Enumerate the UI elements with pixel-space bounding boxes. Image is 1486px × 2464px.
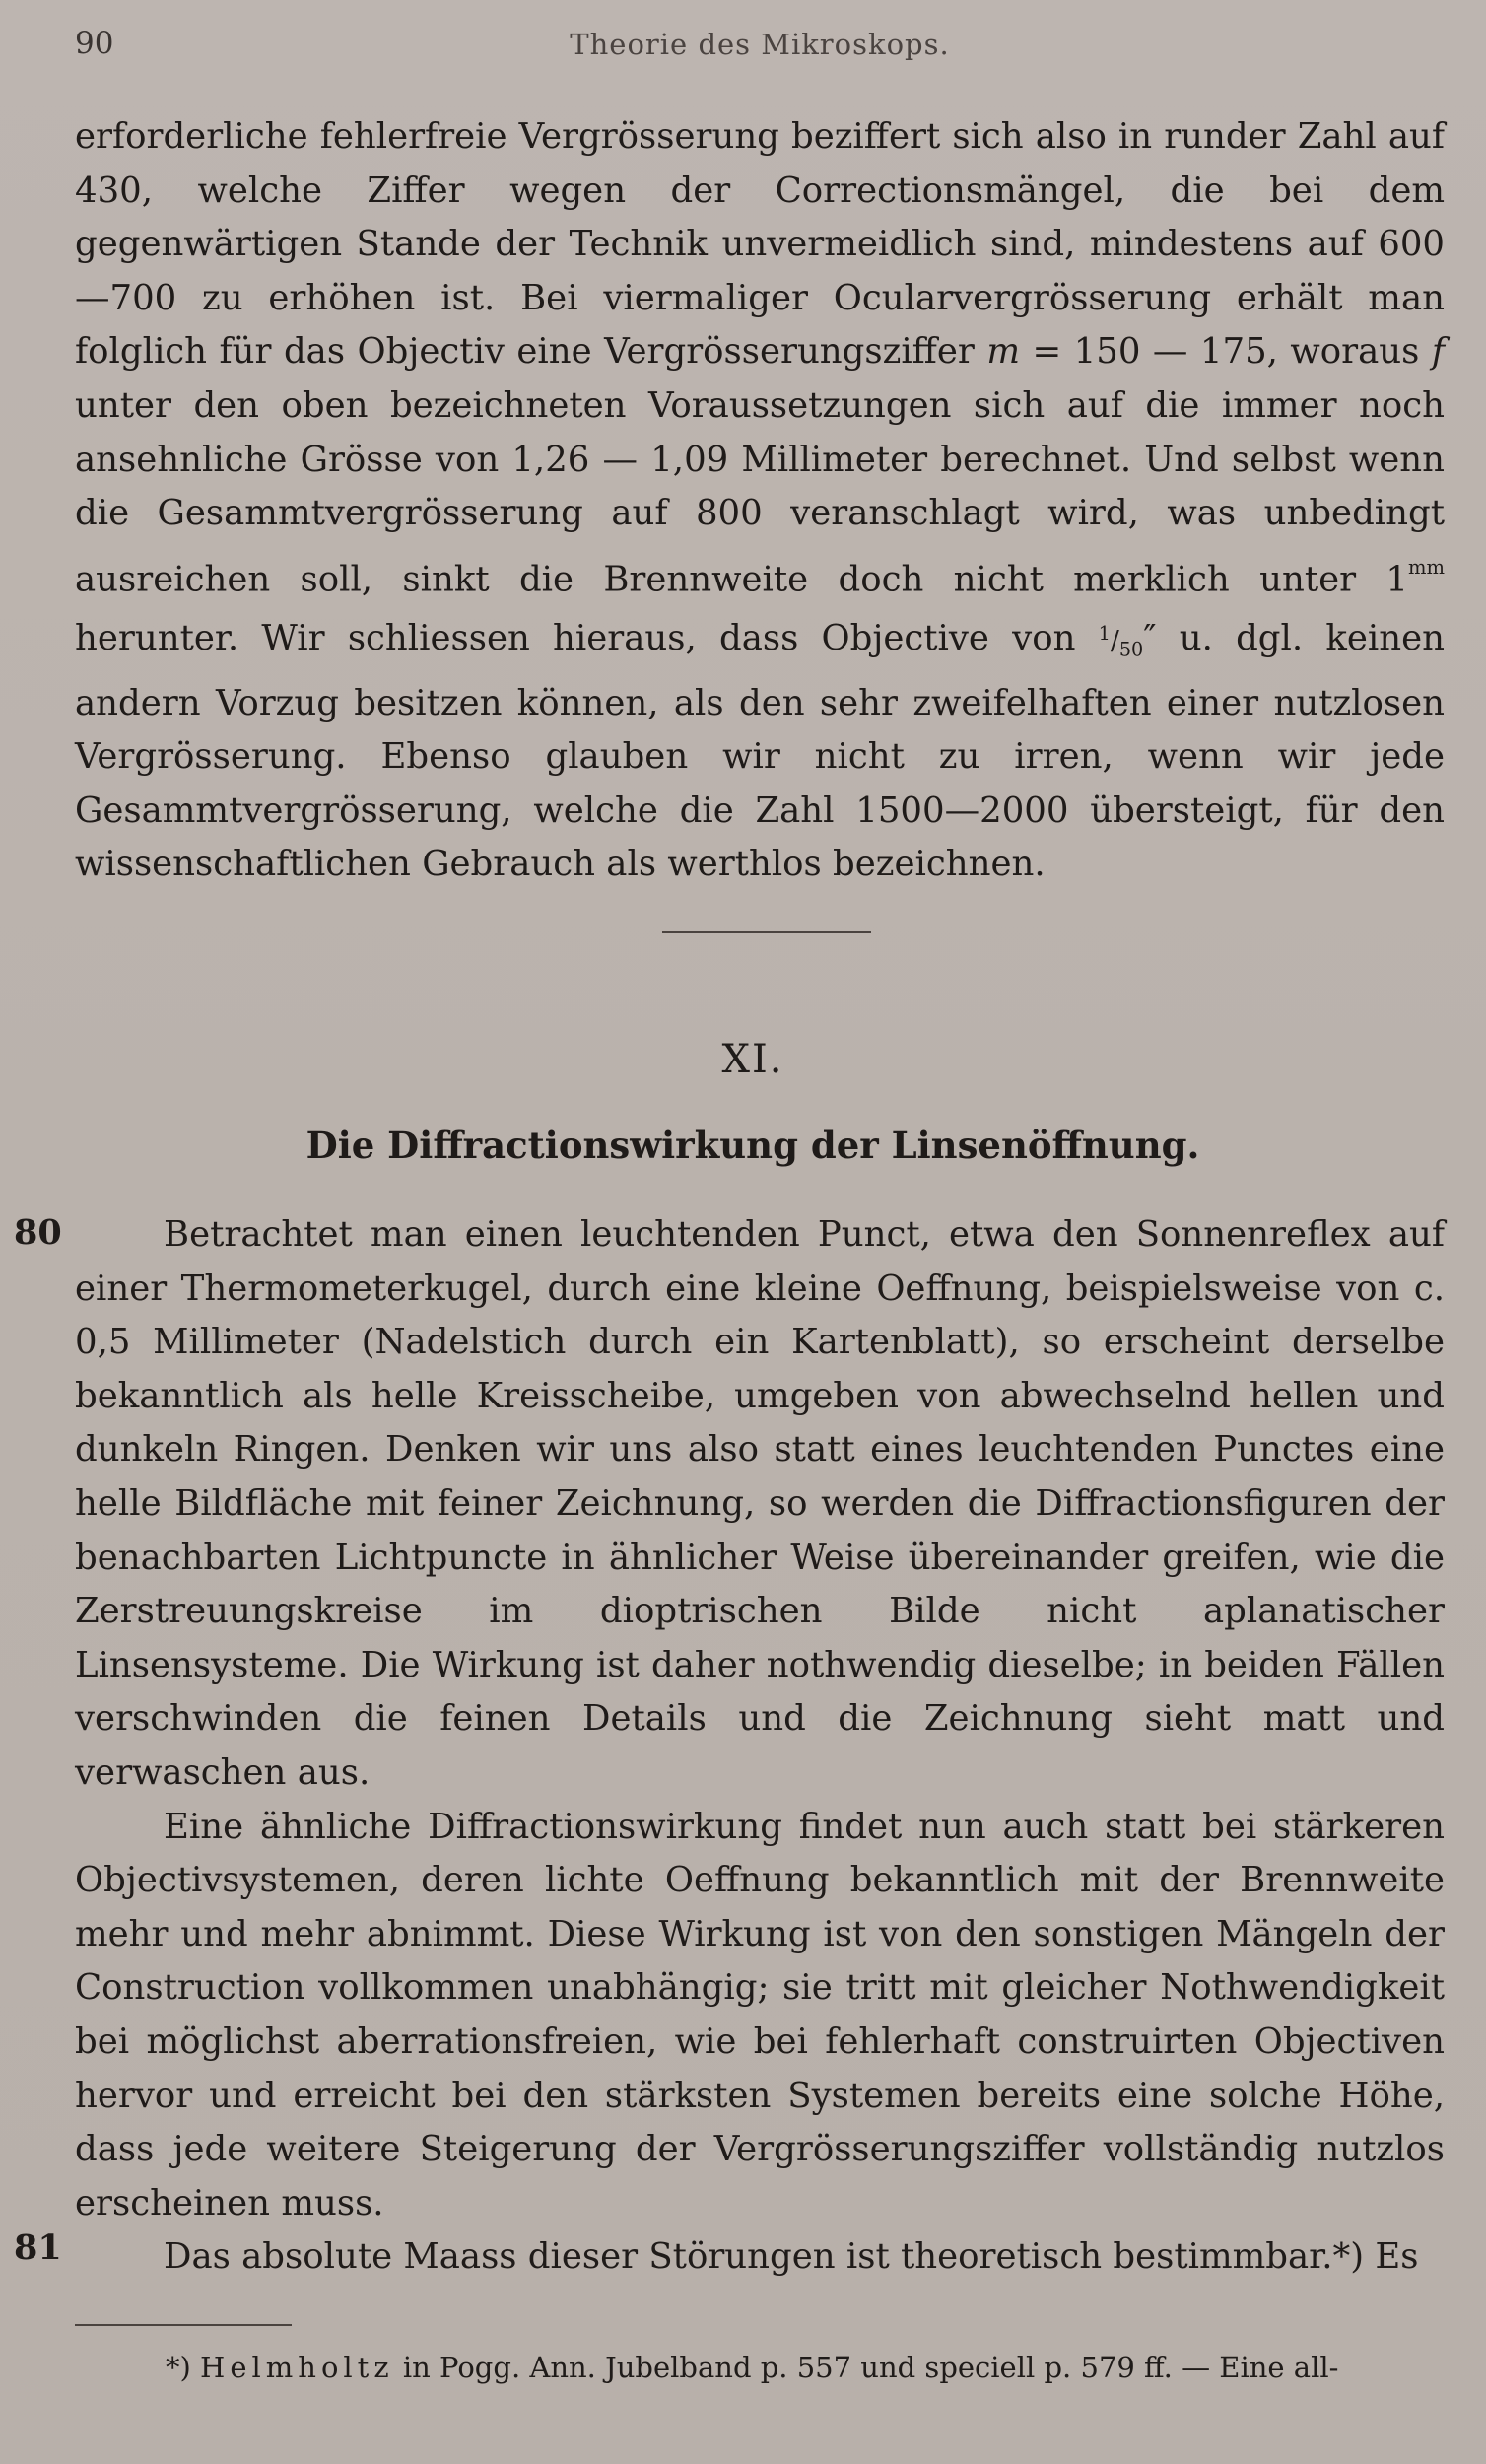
variable-m: m [986, 331, 1021, 373]
text-segment: = 150 — 175, woraus [1020, 331, 1432, 373]
text-segment: herunter. Wir schliessen hieraus, dass Objective von [75, 617, 1099, 658]
variable-f: f [1431, 331, 1445, 373]
section-body [75, 1208, 1445, 2285]
running-head: Theorie des Mikroskops. [570, 28, 950, 61]
millimeter-unit: mm [1407, 555, 1445, 579]
fraction [1098, 621, 1144, 661]
inch-mark: ″ [1143, 617, 1157, 658]
footnote-text: in Pogg. Ann. Jubelband p. 557 und speciell p. 579 ff. — Eine all- [393, 2351, 1339, 2384]
section-number: XI. [721, 1037, 784, 1082]
page-number: 90 [75, 26, 114, 61]
continued-paragraph [75, 110, 1445, 892]
footnote [166, 2348, 1447, 2387]
text-segment: unter den oben bezeichneten Voraussetzungen sich auf die immer noch ansehnliche Grösse von 1,26 — 1,09 Millimeter berechnet. Und selbst wenn die Gesammtvergrösserung auf 800 veranschlagt wird, was unbedingt ausreichen soll, sinkt die Brennweite doch nicht merklich unter 1 [75, 384, 1445, 600]
paragraph-1: Betrachtet man einen leuchtenden Punct, etwa den Sonnenreflex auf einer Thermometerkugel, durch eine kleine Oeffnung, beispielsweise von c. 0,5 Millimeter (Nadelstich durch ein Kartenblatt), so erscheint derselbe bekanntlich als helle Kreisscheibe, umgeben von abwechselnd hellen und dunkeln Ringen. Denken wir uns also statt eines leuchtenden Punctes eine helle Bildfläche mit feiner Zeichnung, so werden die Diffractionsfiguren der benachbarten Lichtpuncte in ähnlicher Weise übereinander greifen, wie die Zerstreuungskreise im dioptrischen Bilde nicht aplanatischer Linsensysteme. Die Wirkung ist daher nothwendig dieselbe; in beiden Fällen verschwinden die feinen Details und die Zeichnung sieht matt und verwaschen aus. [75, 1214, 1445, 1793]
paragraph-3: Das absolute Maass dieser Störungen ist theoretisch bestimmbar.*) Es [164, 2236, 1419, 2278]
section-title: Die Diffractionswirkung der Linsenöffnung. [305, 1124, 1200, 1167]
page-header [75, 26, 1445, 65]
footnote-author: Helmholtz [200, 2351, 394, 2384]
paragraph-text [75, 110, 1445, 892]
section-divider [662, 931, 871, 933]
fraction-denominator: 50 [1118, 638, 1144, 661]
paragraph-2: Eine ähnliche Diffractionswirkung findet nun auch statt bei stärkeren Objectivsystemen, deren lichte Oeffnung bekanntlich mit der Brennweite mehr und mehr abnimmt. Diese Wirkung ist von den sonstigen Mängeln der Construction vollkommen unabhängig; sie tritt mit gleicher Nothwendigkeit bei möglichst aberrationsfreien, wie bei fehlerhaft construirten Objectiven hervor und erreicht bei den stärksten Systemen bereits eine solche Höhe, dass jede weitere Steigerung der Vergrösserungsziffer vollständig nutzlos erscheinen muss. [75, 1806, 1445, 2224]
fraction-slash: / [1110, 625, 1119, 656]
margin-number-81: 81 [14, 2227, 62, 2268]
footnote-marker: *) [166, 2351, 191, 2384]
text-segment: u. dgl. keinen andern Vorzug besitzen können, als den sehr zweifelhaften einer nutzlosen Vergrösserung. Ebenso glauben wir nicht zu irren, wenn wir jede Gesammtvergrösserung, welche die Zahl 1500—2000 übersteigt, für den wissenschaftlichen Gebrauch als werthlos bezeichnen. [75, 617, 1446, 885]
margin-number-80: 80 [14, 1212, 62, 1253]
footnote-rule [75, 2324, 292, 2326]
text-segment: erforderliche fehlerfreie Vergrösserung beziffert sich also in runder Zahl auf 430, welche Ziffer wegen der Correctionsmängel, die bei dem gegenwärtigen Stande der Technik unvermeidlich sind, mindestens auf 600—700 zu erhöhen ist. Bei viermaliger Ocularvergrösserung erhält man folglich für das Objectiv eine Vergrösserungsziffer [75, 116, 1445, 373]
fraction-numerator: 1 [1098, 621, 1111, 645]
